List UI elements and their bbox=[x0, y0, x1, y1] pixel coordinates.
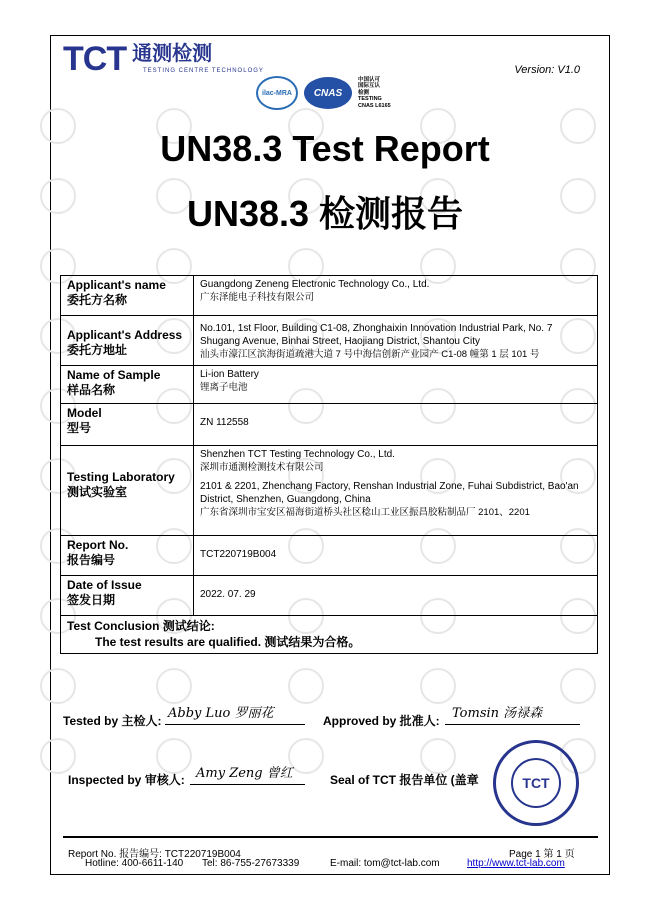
footer-url[interactable] bbox=[467, 858, 565, 869]
tested-by-line bbox=[165, 724, 305, 725]
applicant-address-label: Applicant's Address 委托方地址 bbox=[61, 316, 194, 366]
model-label: Model 型号 bbox=[61, 404, 194, 446]
approved-by-label: Approved by 批准人: bbox=[323, 714, 440, 728]
test-conclusion: Test Conclusion 测试结论: The test results are qualified. 测试结果为合格。 bbox=[61, 616, 598, 654]
watermark-icon bbox=[40, 738, 76, 774]
inspected-by-signature: Amy Zeng 曾红 bbox=[196, 766, 293, 781]
watermark-icon bbox=[40, 668, 76, 704]
watermark-icon bbox=[156, 668, 192, 704]
watermark-icon bbox=[288, 738, 324, 774]
website-link[interactable]: http://www.tct-lab.com bbox=[467, 858, 565, 869]
applicant-name-value: Guangdong Zeneng Electronic Technology Co., Ltd. 广东泽能电子科技有限公司 bbox=[194, 276, 598, 316]
cnas-logo: CNAS bbox=[304, 77, 352, 109]
logo-cn: 通测检测 bbox=[132, 43, 213, 65]
logo-main: TCT bbox=[63, 40, 127, 78]
ilac-mra-logo: ilac-MRA bbox=[256, 76, 298, 110]
tested-by-label: Tested by 主检人: bbox=[63, 714, 162, 728]
tested-by-signature: Abby Luo 罗丽花 bbox=[168, 706, 274, 721]
table-row bbox=[61, 536, 598, 576]
table-row bbox=[61, 276, 598, 316]
testing-lab-label: Testing Laboratory 测试实验室 bbox=[61, 446, 194, 536]
testing-lab-value: Shenzhen TCT Testing Technology Co., Ltd. 深圳市通测检测技术有限公司 2101 & 2201, Zhenchang Factory, Renshan Industrial Zone, Fuhai Subdistrict, Bao'an District, Shenzhen, Guangdong, China 广东省深圳市宝安区福海街道桥头社区稔山工业区振昌胶粘制品厂 2101、2201 bbox=[194, 446, 598, 536]
logo-sub: TESTING CENTRE TECHNOLOGY bbox=[143, 68, 264, 74]
applicant-name-label: Applicant's name 委托方名称 bbox=[61, 276, 194, 316]
applicant-address-value: No.101, 1st Floor, Building C1-08, Zhonghaixin Innovation Industrial Park, No. 7 Shugang Avenue, Binhai Street, Haojiang District, Shantou City 汕头市濠江区滨海街道疏港大道 7 号中海信创新产业园产 C1-08 幢第 1 层 101 号 bbox=[194, 316, 598, 366]
model-value: ZN 112558 bbox=[194, 404, 598, 446]
sample-name-value: Li-ion Battery 锂离子电池 bbox=[194, 366, 598, 404]
title-cn: UN38.3 检测报告 bbox=[186, 193, 464, 234]
table-row bbox=[61, 404, 598, 446]
inspected-by-label: Inspected by 审核人: bbox=[68, 773, 185, 787]
cnas-text: 中国认可 国际互认 检测 TESTING CNAS L6165 bbox=[358, 76, 391, 109]
footer-divider bbox=[63, 836, 598, 838]
watermark-icon bbox=[420, 668, 456, 704]
watermark-icon bbox=[156, 738, 192, 774]
table-row bbox=[61, 576, 598, 616]
table-row bbox=[61, 316, 598, 366]
inspected-by-line bbox=[190, 784, 305, 785]
seal-text: TCT bbox=[511, 758, 561, 808]
approved-by-line bbox=[445, 724, 580, 725]
table-row bbox=[61, 446, 598, 536]
footer-email: E-mail: tom@tct-lab.com bbox=[330, 858, 440, 869]
watermark-icon bbox=[288, 668, 324, 704]
approved-by-signature: Tomsin 汤禄森 bbox=[452, 706, 543, 721]
title-en: UN38.3 Test Report bbox=[160, 128, 490, 169]
tct-seal bbox=[493, 740, 579, 826]
report-no-value: TCT220719B004 bbox=[194, 536, 598, 576]
footer-page: Page 1 第 1 页 bbox=[509, 849, 575, 860]
footer-report-no: Report No. 报告编号: TCT220719B004 bbox=[68, 849, 241, 860]
table-row bbox=[61, 616, 598, 654]
table-row bbox=[61, 366, 598, 404]
report-info-table bbox=[60, 275, 598, 654]
watermark-icon bbox=[420, 738, 456, 774]
footer-hotline: Hotline: 400-6611-140 bbox=[85, 858, 184, 869]
accreditation-logos bbox=[256, 76, 391, 110]
sample-name-label: Name of Sample 样品名称 bbox=[61, 366, 194, 404]
date-issue-label: Date of Issue 签发日期 bbox=[61, 576, 194, 616]
watermark-icon bbox=[560, 668, 596, 704]
report-no-label: Report No. 报告编号 bbox=[61, 536, 194, 576]
footer-tel: Tel: 86-755-27673339 bbox=[202, 858, 300, 869]
version-label: Version: V1.0 bbox=[514, 64, 580, 76]
tct-logo bbox=[63, 40, 264, 78]
seal-label: Seal of TCT 报告单位 (盖章 bbox=[330, 773, 479, 787]
date-issue-value: 2022. 07. 29 bbox=[194, 576, 598, 616]
